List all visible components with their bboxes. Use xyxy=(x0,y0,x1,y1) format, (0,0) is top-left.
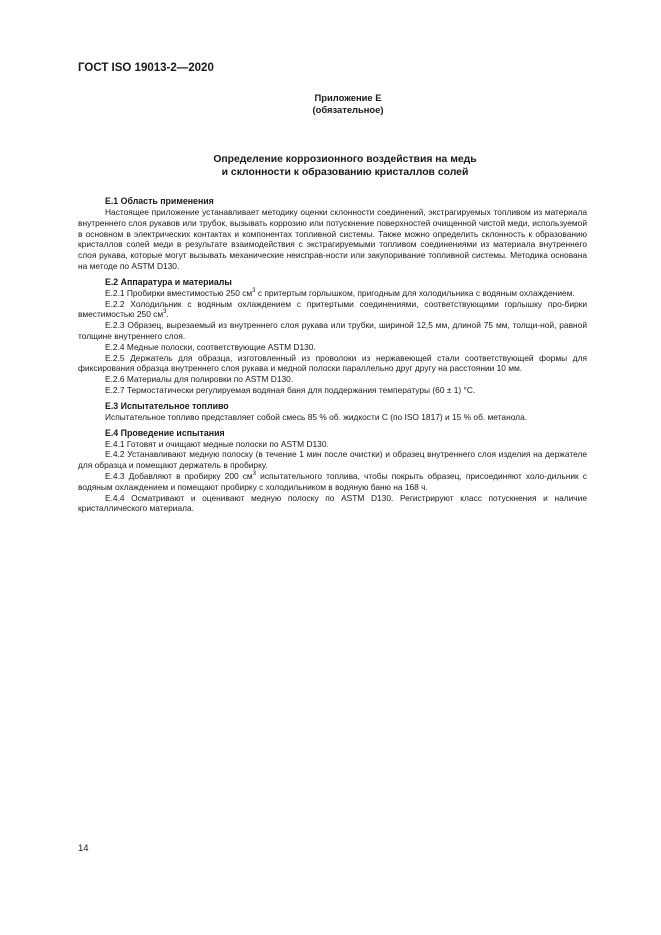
annex-heading xyxy=(160,153,530,179)
section-heading-e2: Е.2 Аппаратура и материалы xyxy=(105,276,232,287)
paragraph-e22: Е.2.2 Холодильник с водяным охлаждением с притертыми соединениями, соответствующими горлышку про-бирки вместимостью 250 $см^3$. xyxy=(78,298,587,320)
paragraph-e44: Е.4.4 Осматривают и оценивают медную полоску по ASTM D130. Регистрируют класс потускнения и наличие кристаллического материала. xyxy=(78,492,587,514)
paragraph-e41: Е.4.1 Готовят и очищают медные полоски по ASTM D130. xyxy=(105,438,329,449)
standard-header: ГОСТ ISO 19013-2—2020 xyxy=(78,62,214,74)
annex-status: (обязательное) xyxy=(312,104,384,115)
annex-heading-line1: Определение коррозионного воздействия на медь xyxy=(213,154,477,165)
section-heading-e1: Е.1 Область применения xyxy=(105,196,214,206)
page-number: 14 xyxy=(78,843,89,854)
paragraph-e42: Е.4.2 Устанавливают медную полоску (в течение 1 мин после очистки) и образец внутреннего слоя изделия на держателе для образца и помещают держатель в пробирку. xyxy=(78,449,587,471)
paragraph-e3: Испытательное топливо представляет собой смесь 85 % об. жидкости С (по ISO 1817) и 15 % об. метанола. xyxy=(105,411,528,422)
section-heading-e3: Е.3 Испытательное топливо xyxy=(105,400,229,411)
paragraph-e27: Е.2.7 Термостатически регулируемая водяная баня для поддержания температуры (60 ± 1) °С. xyxy=(105,384,476,395)
paragraph-e1: Настоящее приложение устанавливает методику оценки склонности соединений, экстрагируемых топливом из материала внутреннего слоя рукавов или трубок, вызывать коррозию или потускнение поверхностей очищенной чистой меди, используемой в основном в электрических контактах и компонентах топливной системы. Также можно определить склонность к образованию кристаллов солей меди в результате взаимодействия с экстрагируемыми топливом соединениями из материала внутреннего слоя рукава, которые могут вызывать механические неисправ-ности или закупоривание топливной системы. Методика основана на методе по ASTM D130. xyxy=(78,207,587,271)
paragraph-e43: Е.4.3 Добавляют в пробирку 200 $см^3$ испытательного топлива, чтобы покрыть образец, присоединяют холо-дильник с водяным охлаждением и помещают пробирку с холодильником в водяную баню на 168 ч. xyxy=(78,470,587,492)
paragraph-e26: Е.2.6 Материалы для полировки по ASTM D130. xyxy=(105,374,294,385)
paragraph-e21: Е.2.1 Пробирки вместимостью 250 $см^3$ с притертым горлышком, пригодным для холодильника с водяным охлаждением. xyxy=(105,287,575,298)
annex-heading-line2: и склонности к образованию кристаллов солей xyxy=(221,167,469,178)
section-heading-e4: Е.4 Проведение испытания xyxy=(105,427,225,438)
annex-title: Приложение Е xyxy=(314,92,382,103)
paragraph-e24: Е.2.4 Медные полоски, соответствующие ASTM D130. xyxy=(105,341,316,352)
paragraph-e25: Е.2.5 Держатель для образца, изготовленный из проволоки из нержавеющей стали соответствующей формы для фиксирования образца внутреннего слоя рукава и медной полоски параллельно друг другу на расстоянии 10 мм. xyxy=(78,352,587,374)
document-body xyxy=(78,196,587,514)
annex-label xyxy=(300,92,396,116)
paragraph-e23: Е.2.3 Образец, вырезаемый из внутреннего слоя рукава или трубки, шириной 12,5 мм, длиной 75 мм, толщи-ной, равной толщине внутреннего слоя. xyxy=(78,320,587,341)
